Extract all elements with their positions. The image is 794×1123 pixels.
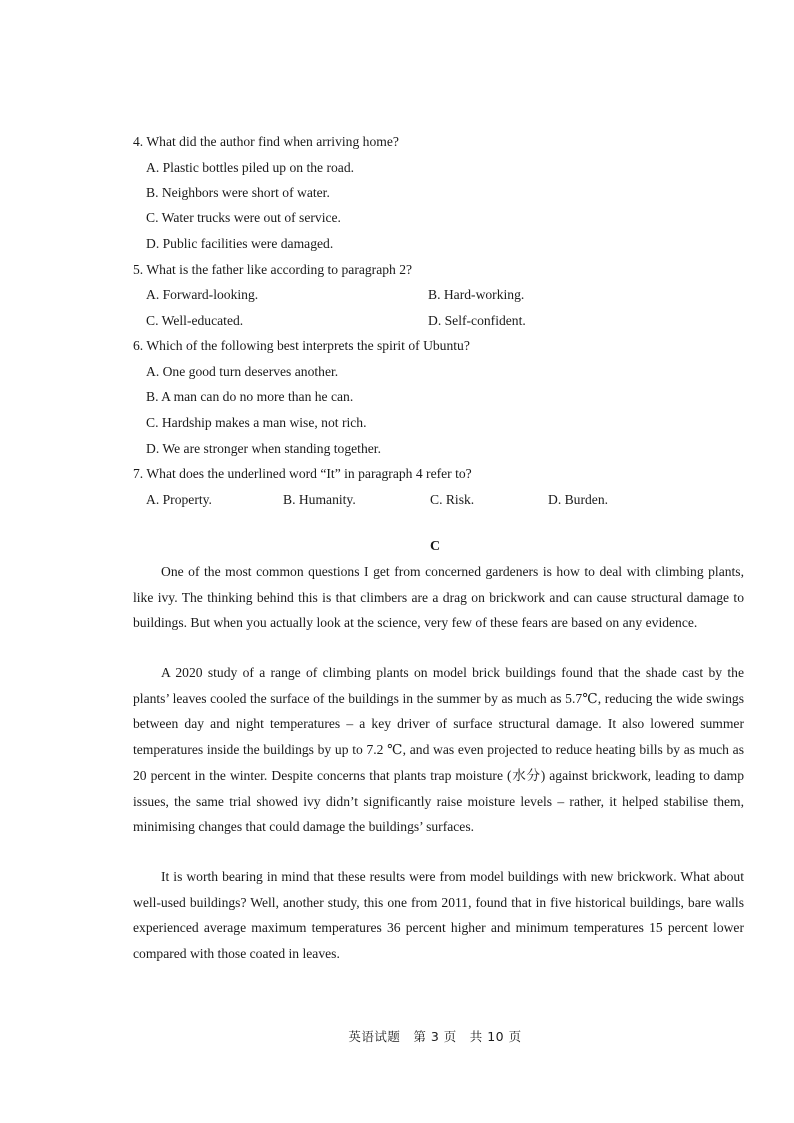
passage-paragraph-3: It is worth bearing in mind that these results were from model buildings with new brickwork. What about well-used buildings? Well, another study, this one from 2011, found that in five historical buildings, bare walls experienced average maximum temperatures 36 percent higher and minimum temperatures 15 percent lower compared with those coated in leaves. — [133, 869, 744, 962]
question-5-option-d: D. Self-confident. — [428, 313, 526, 328]
section-title: C — [429, 539, 441, 554]
question-5-option-a: A. Forward-looking. — [146, 287, 259, 302]
question-7-stem: 7. What does the underlined word “It” in paragraph 4 refer to? — [133, 466, 472, 481]
passage-paragraph-2: A 2020 study of a range of climbing plants on model brick buildings found that the shade cast by the plants’ leaves cooled the surface of the buildings in the summer by as much as 5.7℃, reducing the wide swings between day and night temperatures – a key driver of surface structural damage. It also lowered summer temperatures inside the buildings by up to 7.2 ℃, and was even projected to reduce heating bills by as much as 20 percent in the winter. Despite concerns that plants trap moisture (水分) against brickwork, leading to damp issues, the same trial showed ivy didn’t significantly raise moisture levels – rather, it helped stabilise them, minimising changes that could damage the buildings’ surfaces. — [133, 665, 744, 835]
question-6-option-c: C. Hardship makes a man wise, not rich. — [146, 415, 367, 430]
question-4-option-b: B. Neighbors were short of water. — [146, 185, 330, 200]
question-4-option-d: D. Public facilities were damaged. — [146, 236, 334, 251]
passage-paragraph-1: One of the most common questions I get from concerned gardeners is how to deal with climbing plants, like ivy. The thinking behind this is that climbers are a drag on brickwork and can cause structural damage to buildings. But when you actually look at the science, very few of these fears are based on any evidence. — [133, 564, 744, 631]
question-4-option-a: A. Plastic bottles piled up on the road. — [146, 160, 355, 175]
question-6-option-a: A. One good turn deserves another. — [146, 364, 339, 379]
question-7-option-c: C. Risk. — [430, 492, 475, 507]
question-7-option-b: B. Humanity. — [283, 492, 356, 507]
page-footer: 英语试题 第 3 页 共 10 页 — [348, 1029, 522, 1044]
question-5-stem: 5. What is the father like according to paragraph 2? — [133, 262, 413, 277]
question-5-option-c: C. Well-educated. — [146, 313, 244, 328]
question-6-option-d: D. We are stronger when standing together. — [146, 441, 381, 456]
question-4-stem: 4. What did the author find when arriving home? — [133, 134, 399, 149]
question-5-option-b: B. Hard-working. — [428, 287, 525, 302]
question-6-stem: 6. Which of the following best interprets the spirit of Ubuntu? — [133, 338, 470, 353]
question-4-option-c: C. Water trucks were out of service. — [146, 210, 341, 225]
question-6-option-b: B. A man can do no more than he can. — [146, 389, 354, 404]
question-7-option-d: D. Burden. — [548, 492, 609, 507]
question-7-option-a: A. Property. — [146, 492, 212, 507]
